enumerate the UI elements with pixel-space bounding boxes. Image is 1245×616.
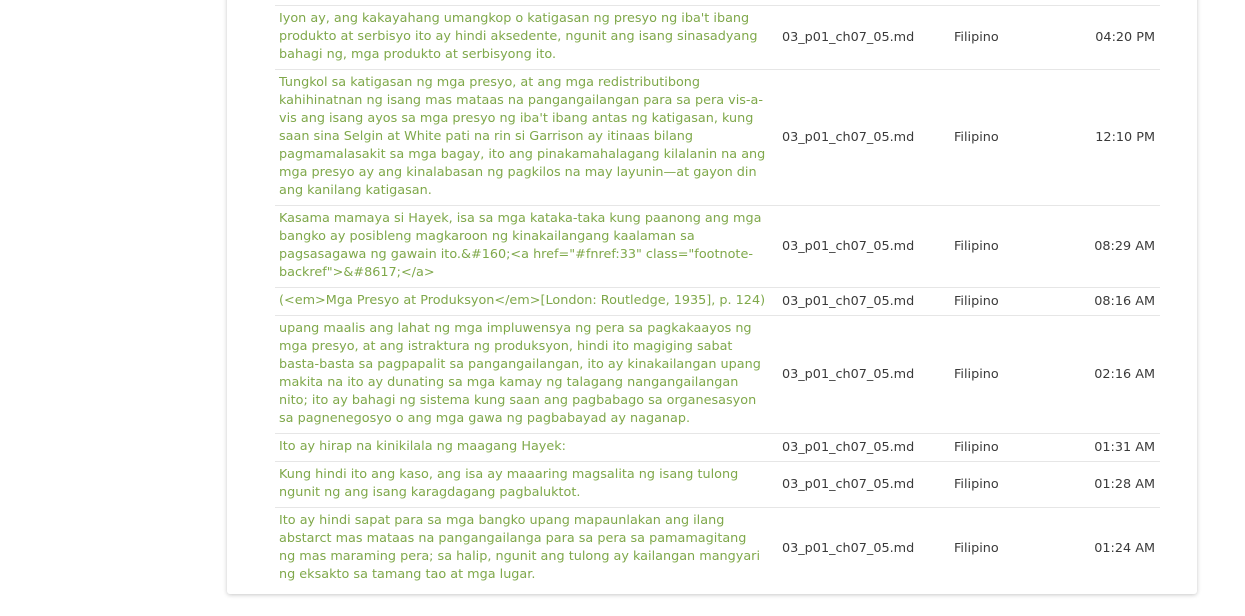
file-name: 03_p01_ch07_05.md bbox=[782, 293, 915, 309]
file-name: 03_p01_ch07_05.md bbox=[782, 29, 915, 45]
language: Filipino bbox=[954, 540, 999, 556]
table-row[interactable] bbox=[275, 462, 1160, 508]
translation-text-cell[interactable] bbox=[275, 462, 778, 508]
timestamp: 01:24 AM bbox=[1094, 540, 1155, 556]
file-name: 03_p01_ch07_05.md bbox=[782, 129, 915, 145]
table-row[interactable] bbox=[275, 70, 1160, 206]
translation-text[interactable]: Tungkol sa katigasan ng mga presyo, at ang mga redistributibong kahihinatnan ng isang mas mataas na pangangailangan para sa pera vis-a-vis ang isang ayos sa mga presyo ng iba't ibang antas ng katigasan, kung saan sina Selgin at White pati na rin si Garrison ay itinaas bilang pagmamalasakit sa mga bagay, ito ang pinakamahalagang kilalanin na ang mga presyo ay ang kinalabasan ng pagkilos na may layunin—at gayon din ang kanilang katigasan. bbox=[279, 75, 766, 198]
translation-text-cell[interactable] bbox=[275, 70, 778, 206]
language: Filipino bbox=[954, 29, 999, 45]
translation-text-cell[interactable] bbox=[275, 6, 778, 70]
timestamp: 08:16 AM bbox=[1094, 293, 1155, 309]
translation-text[interactable]: Iyon ay, ang kakayahang umangkop o katigasan ng presyo ng iba't ibang produkto at serbisyo ito ay hindi aksedente, ngunit ang isang sinasadyang bahagi ng, mga produkto at serbisyong ito. bbox=[279, 11, 758, 62]
language: Filipino bbox=[954, 439, 999, 455]
language: Filipino bbox=[954, 129, 999, 145]
file-name: 03_p01_ch07_05.md bbox=[782, 540, 915, 556]
translation-text-cell[interactable] bbox=[275, 434, 778, 462]
file-name: 03_p01_ch07_05.md bbox=[782, 476, 915, 492]
timestamp: 01:31 AM bbox=[1094, 439, 1155, 455]
table-row[interactable] bbox=[275, 288, 1160, 316]
timestamp: 01:28 AM bbox=[1094, 476, 1155, 492]
translations-card bbox=[227, 0, 1197, 594]
table-row[interactable] bbox=[275, 6, 1160, 70]
language: Filipino bbox=[954, 238, 999, 254]
translations-table-body bbox=[275, 6, 1160, 590]
table-row[interactable] bbox=[275, 206, 1160, 288]
translation-text-cell[interactable] bbox=[275, 206, 778, 288]
translation-text-cell[interactable] bbox=[275, 316, 778, 434]
translation-text[interactable]: Ito ay hirap na kinikilala ng maagang Hayek: bbox=[279, 439, 566, 454]
file-name: 03_p01_ch07_05.md bbox=[782, 439, 915, 455]
translation-text-cell[interactable] bbox=[275, 288, 778, 316]
timestamp: 02:16 AM bbox=[1094, 366, 1155, 382]
language: Filipino bbox=[954, 293, 999, 309]
timestamp: 08:29 AM bbox=[1094, 238, 1155, 254]
table-row[interactable] bbox=[275, 508, 1160, 590]
translations-table bbox=[275, 5, 1160, 589]
translation-text[interactable]: (<em>Mga Presyo at Produksyon</em>[London: Routledge, 1935], p. 124) bbox=[279, 293, 766, 308]
language: Filipino bbox=[954, 476, 999, 492]
language: Filipino bbox=[954, 366, 999, 382]
translation-text-cell[interactable] bbox=[275, 508, 778, 590]
translation-text[interactable]: Ito ay hindi sapat para sa mga bangko upang mapaunlakan ang ilang abstarct mas mataas na pangangailanga para sa pera sa pamamagitang ng mas maraming pera; sa halip, ngunit ang tulong ay kailangan mangyari ng eksakto sa tamang tao at mga lugar. bbox=[279, 513, 760, 582]
timestamp: 12:10 PM bbox=[1095, 129, 1155, 145]
timestamp: 04:20 PM bbox=[1095, 29, 1155, 45]
table-row[interactable] bbox=[275, 316, 1160, 434]
translation-text[interactable]: Kasama mamaya si Hayek, isa sa mga kataka-taka kung paanong ang mga bangko ay posibleng magkaroon ng kinakailangang kaalaman sa pagsasagawa ng gawain ito.&#160;<a href="#fnref:33" class="footnote-backref">&#8617;</a> bbox=[279, 211, 762, 280]
file-name: 03_p01_ch07_05.md bbox=[782, 366, 915, 382]
file-name: 03_p01_ch07_05.md bbox=[782, 238, 915, 254]
translation-text[interactable]: upang maalis ang lahat ng mga impluwensya ng pera sa pagkakaayos ng mga presyo, at ang istraktura ng produksyon, hindi ito magiging sabat basta-basta sa pagpapalit sa pangangailangan, ito ay kinakailangan upang makita na ito ay dunating sa mga kamay ng talagang nangangailangan nito; ito ay bahagi ng sistema kung saan ang pagbabago sa organesasyon sa pagnenegosyo o ang mga gawa ng pagbabayad ay naganap. bbox=[279, 321, 761, 426]
table-row[interactable] bbox=[275, 434, 1160, 462]
translation-text[interactable]: Kung hindi ito ang kaso, ang isa ay maaaring magsalita ng isang tulong ngunit ng ang isang karagdagang pagbaluktot. bbox=[279, 467, 739, 500]
